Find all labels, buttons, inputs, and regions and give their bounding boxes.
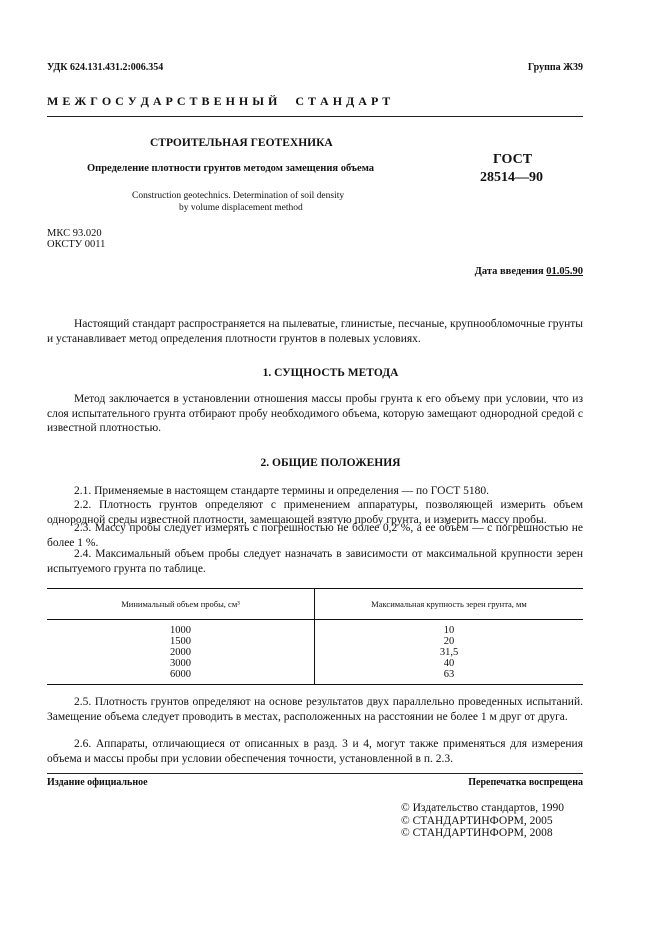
- document-subtitle: Определение плотности грунтов методом замещения объема: [87, 163, 375, 174]
- table-cell-volume: 1000: [170, 625, 191, 636]
- table-cell-volume: 3000: [170, 658, 191, 669]
- paragraph-2-2: 2.2. Плотность грунтов определяют с применением аппаратуры, позволяющей измерить объем однородной среды известной плотности, замещающей взятую пробу грунта, и измерить массу пробы.: [47, 499, 583, 526]
- section1-heading: 1. СУЩНОСТЬ МЕТОДА: [262, 367, 399, 379]
- footer-rule: [47, 773, 583, 774]
- table-cell-grain-size: 31,5: [439, 647, 459, 658]
- english-title-line1: Construction geotechnics. Determination of soil density: [132, 191, 345, 201]
- table-cell-volume: 1500: [170, 636, 191, 647]
- section1-text: Метод заключается в установлении отношения массы пробы грунта к его объему при условии, что из слоя испытательного грунта отбирают пробу необходимого объема, которую замещают однородной средой с известной плотностью.: [47, 393, 583, 434]
- table-header-grain-size: Максимальная крупность зерен грунта, мм: [371, 599, 527, 609]
- table-cell-volume: 6000: [170, 669, 191, 680]
- introduction-date-value: 01.05.90: [546, 266, 583, 277]
- table-cell-grain-size: 20: [443, 636, 455, 647]
- table-header-volume: Минимальный объем пробы, см³: [47, 589, 315, 620]
- standard-banner: М Е Ж Г О С У Д А Р С Т В Е Н Н Ы Й С Т А Н Д А Р Т: [47, 94, 391, 108]
- gost-number: 28514—90: [480, 170, 543, 185]
- header-rule: [47, 116, 583, 117]
- mks-code: МКС 93.020: [47, 228, 102, 239]
- copyright-line: © Издательство стандартов, 1990: [401, 802, 565, 814]
- copyright-block: [401, 802, 564, 840]
- okstu-code: ОКСТУ 0011: [47, 239, 106, 250]
- table-cell-grain-size: 40: [443, 658, 455, 669]
- intro-paragraph: Настоящий стандарт распространяется на пылеватые, глинистые, песчаные, крупнообломочные грунты и устанавливает метод определения плотности грунтов в полевых условиях.: [47, 318, 583, 345]
- paragraph-2-5: 2.5. Плотность грунтов определяют на основе результатов двух параллельно проведенных испытаний. Замещение объема следует проводить в местах, расположенных на расстоянии не более 1 м друг от друга.: [47, 696, 583, 723]
- table-cell-grain-size: 63: [443, 669, 455, 680]
- udk-code: УДК 624.131.431.2:006.354: [47, 62, 164, 73]
- paragraph-2-4: 2.4. Максимальный объем пробы следует назначать в зависимости от максимальной крупности зерен испытуемого грунта по таблице.: [47, 548, 583, 575]
- copyright-line: © СТАНДАРТИНФОРМ, 2008: [401, 827, 553, 839]
- paragraph-2-1: 2.1. Применяемые в настоящем стандарте термины и определения — по ГОСТ 5180.: [74, 485, 490, 497]
- section2-heading: 2. ОБЩИЕ ПОЛОЖЕНИЯ: [260, 457, 401, 469]
- reprint-prohibited-label: Перепечатка воспрещена: [468, 777, 583, 788]
- table-grain-size-column: [315, 620, 584, 685]
- document-title: СТРОИТЕЛЬНАЯ ГЕОТЕХНИКА: [150, 137, 333, 149]
- copyright-line: © СТАНДАРТИНФОРМ, 2005: [401, 814, 553, 827]
- gost-label: ГОСТ: [493, 152, 533, 167]
- introduction-date: [475, 266, 583, 277]
- group-code: Группа Ж39: [527, 62, 583, 73]
- sample-volume-table: [47, 588, 583, 685]
- english-title-line2: by volume displacement method: [179, 203, 303, 213]
- table-cell-grain-size: 10: [443, 625, 455, 636]
- table-volume-column: [47, 620, 315, 685]
- official-edition-label: Издание официальное: [47, 777, 148, 788]
- introduction-date-label: Дата введения: [474, 266, 544, 277]
- table-cell-volume: 2000: [170, 647, 191, 658]
- paragraph-2-6: 2.6. Аппараты, отличающиеся от описанных в разд. 3 и 4, могут также применяться для измерения объема и массы пробы при условии обеспечения точности, установленной в п. 2.3.: [47, 738, 583, 765]
- paragraph-2-3: 2.3. Массу пробы следует измерять с погрешностью не более 0,2 %, а ее объем — с погрешностью не более 1 %.: [47, 522, 583, 549]
